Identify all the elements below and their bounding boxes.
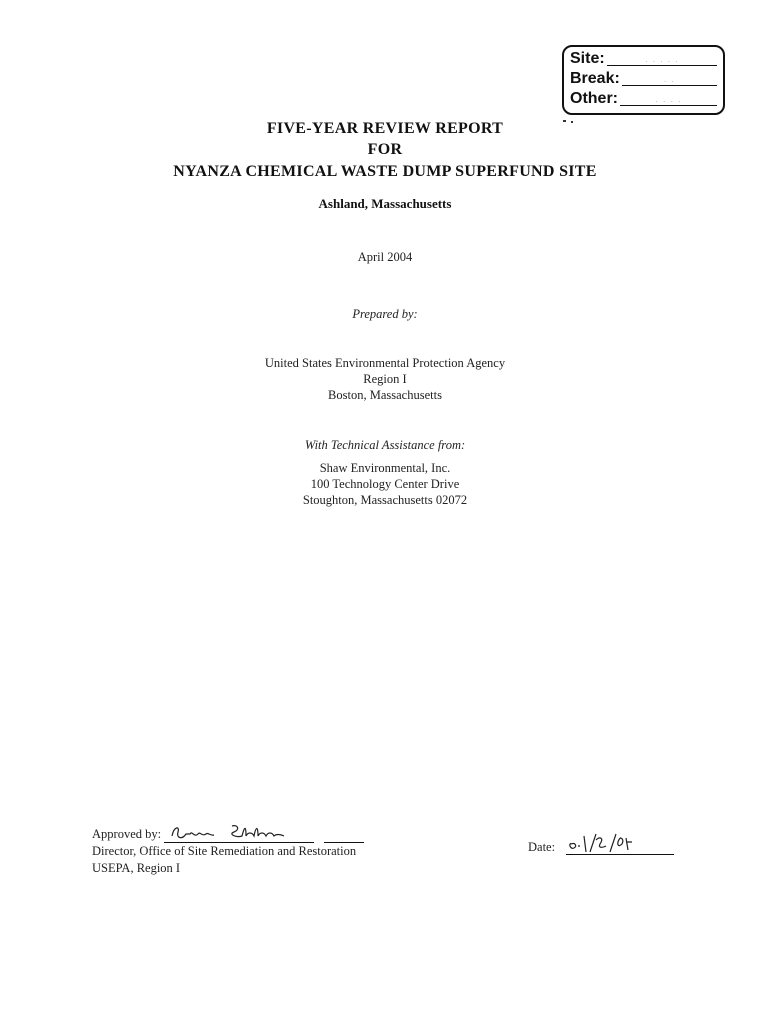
report-title-line-2: FOR (367, 141, 403, 158)
stamp-site-field: · · · · · (607, 51, 717, 66)
stamp-break-label: Break: (570, 70, 620, 87)
report-title-line-3: NYANZA CHEMICAL WASTE DUMP SUPERFUND SITE (173, 163, 597, 180)
assistance-street: 100 Technology Center Drive (310, 477, 460, 491)
approved-by-label: Approved by: (92, 827, 162, 841)
assistance-label: With Technical Assistance from: (304, 438, 466, 452)
stamp-other-label: Other: (570, 90, 618, 107)
prepared-by-label: Prepared by: (352, 307, 418, 321)
handwritten-date (566, 830, 674, 856)
stamp-site-row (570, 49, 717, 69)
stamp-other-field: · · · · (620, 91, 717, 106)
report-date: April 2004 (357, 250, 413, 264)
approval-date-block (528, 836, 674, 855)
approval-block (92, 826, 364, 877)
stamp-break-row (570, 69, 717, 89)
records-stamp (562, 45, 725, 115)
assistance-company: Shaw Environmental, Inc. (319, 461, 451, 475)
report-location: Ashland, Massachusetts (318, 196, 452, 211)
signature-tail-line (324, 826, 364, 843)
prepared-by-city: Boston, Massachusetts (328, 388, 442, 402)
prepared-by-region: Region I (363, 372, 407, 386)
stamp-break-field: · · (622, 71, 717, 86)
prepared-by-org: United States Environmental Protection Agency (264, 356, 506, 370)
signature-line (164, 826, 314, 843)
signer-org: USEPA, Region I (92, 861, 181, 875)
handwritten-signature (166, 822, 312, 844)
date-line (566, 836, 674, 855)
report-title-line-1: FIVE-YEAR REVIEW REPORT (266, 120, 504, 137)
stamp-other-row (570, 89, 717, 109)
date-label: Date: (528, 840, 556, 854)
assistance-city: Stoughton, Massachusetts 02072 (302, 493, 468, 507)
signer-title: Director, Office of Site Remediation and Restoration (92, 844, 357, 858)
stamp-site-label: Site: (570, 50, 605, 67)
approval-line (92, 826, 364, 843)
